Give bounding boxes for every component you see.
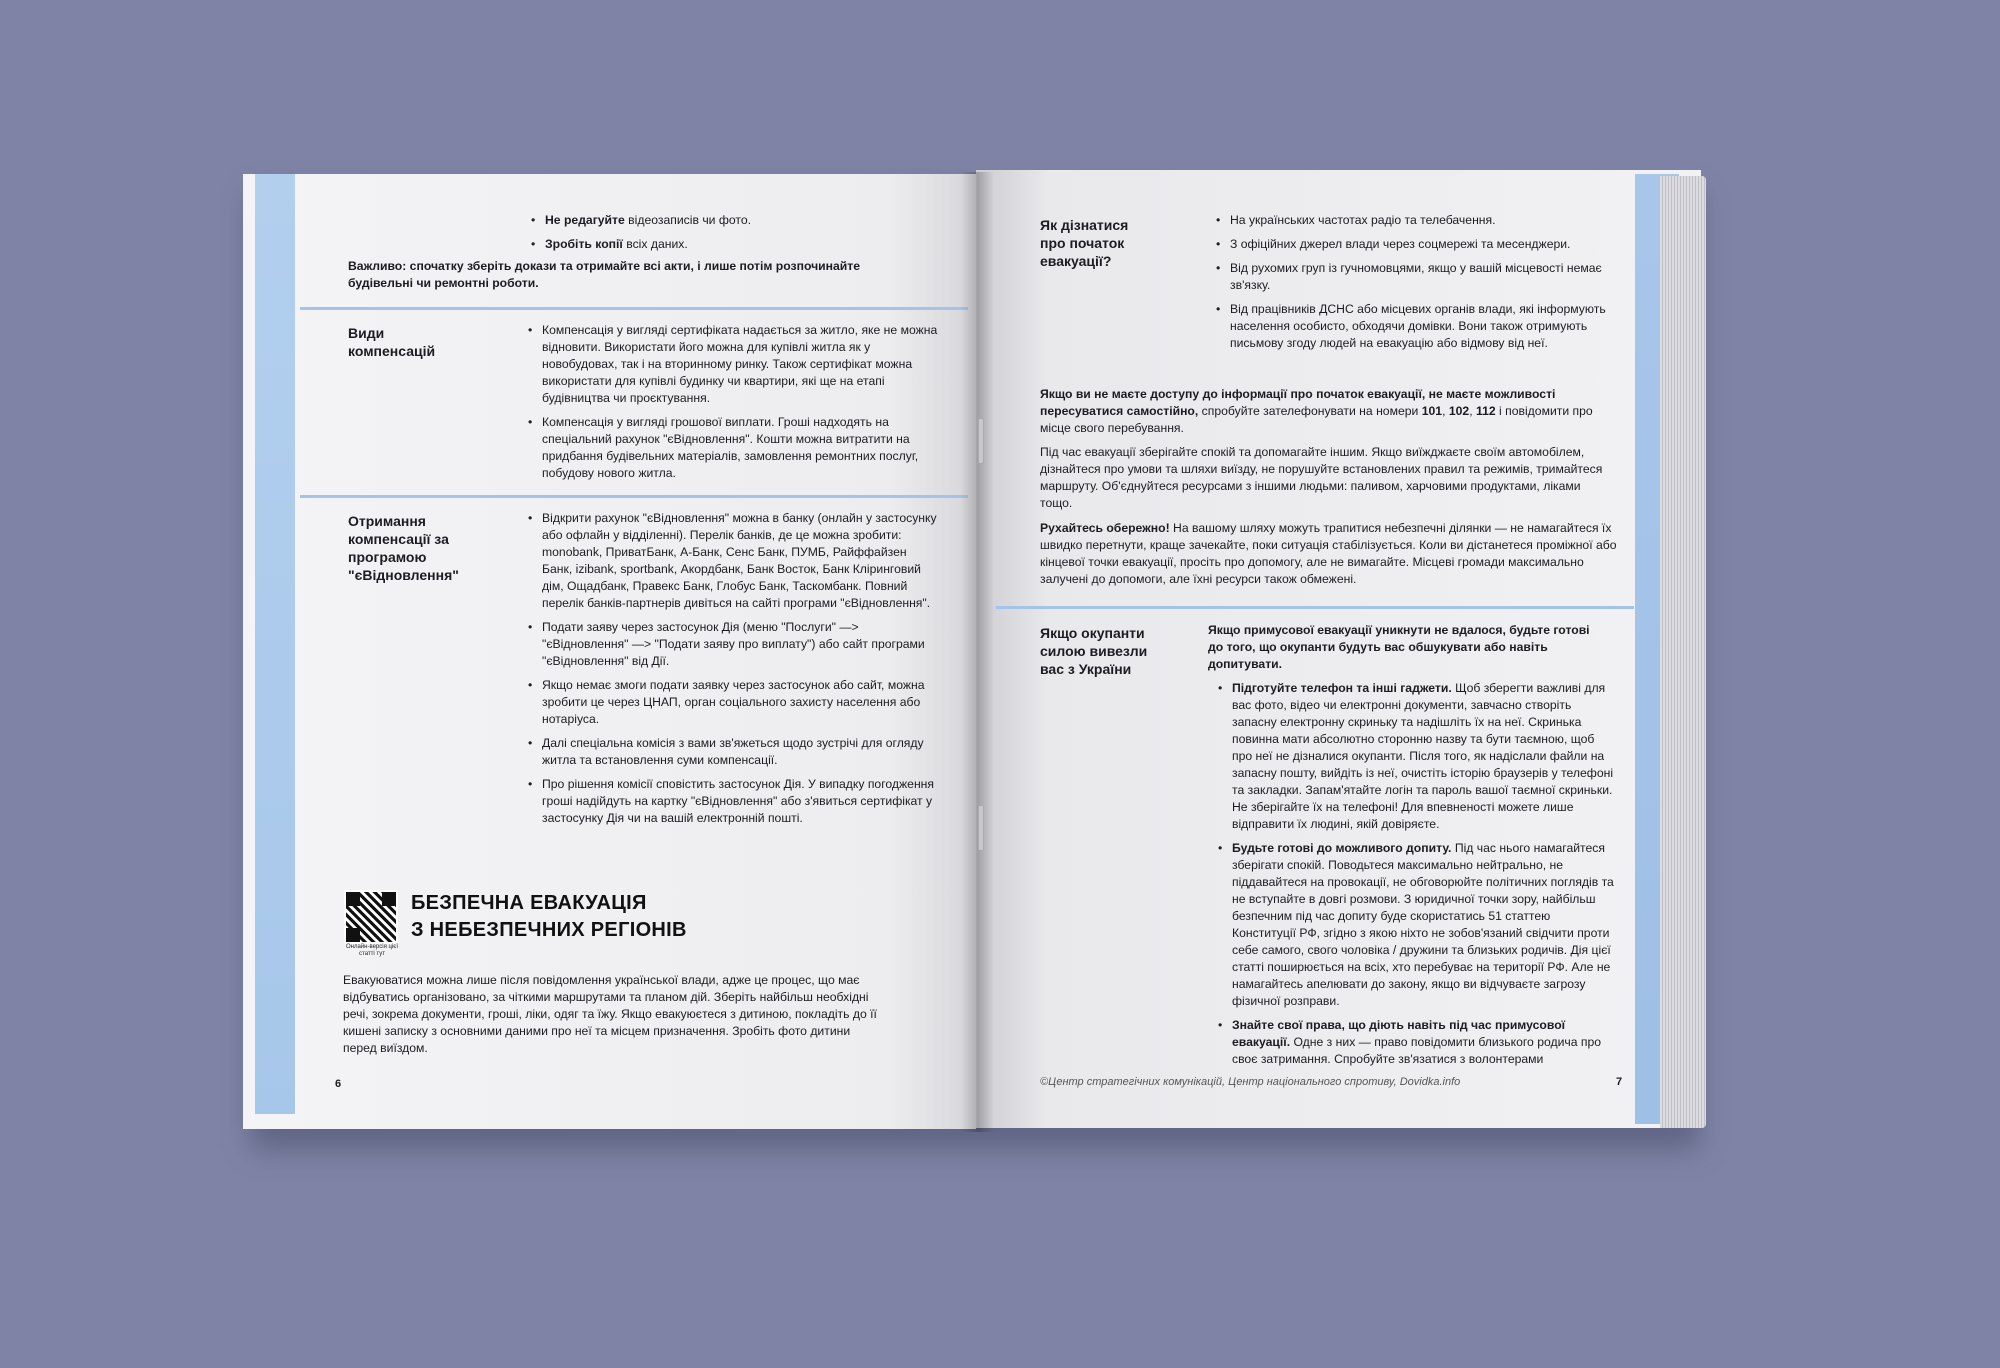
section-label-types: Види компенсацій	[348, 325, 436, 359]
list-item: • Про рішення комісії сповістить застосунок Дія. У випадку погодження гроші надійдуть на картку "єВідновлення" або з'явиться сертифікат у застосунку Дія чи на вашій електронній пошті.	[528, 776, 940, 827]
types-bullets	[528, 322, 938, 489]
left-page	[243, 174, 976, 1129]
divider	[300, 495, 968, 498]
left-blue-stripe	[255, 174, 295, 1114]
occupants-bullets	[1218, 680, 1616, 1075]
occupants-intro: Якщо примусової евакуації уникнути не вдалося, будьте готові до того, що окупанти будуть вас обшукувати або навіть допитувати.	[1208, 623, 1590, 671]
important-note: Важливо: спочатку зберіть докази та отримайте всі акти, і лише потім розпочинайте будівельні чи ремонтні роботи.	[348, 259, 861, 290]
section-label-learn: Як дізнатися про початок евакуації?	[1040, 217, 1129, 269]
learn-bullets	[1216, 212, 1606, 359]
booklet-spine	[960, 172, 994, 1132]
page-edges	[1660, 176, 1706, 1128]
staple	[978, 418, 984, 464]
section-label-occupants: Якщо окупанти силою вивезли вас з України	[1040, 625, 1148, 677]
program-bullets	[528, 510, 940, 834]
careful-paragraph: Рухайтесь обережно! На вашому шляху можуть трапитися небезпечні ділянки — не намагайтеся їх швидко перетнути, краще зачекайте, поки ситуація стабілізується. Коли ви дістанетеся проміжної або кінцевої точки евакуації, просіть про допомогу, але не вимагайте. Місцеві громади максимально залучені до допомоги, але їхні ресурси також обмежені.	[1040, 521, 1617, 586]
list-item: • Підготуйте телефон та інші гаджети. Щоб зберегти важливі для вас фото, відео чи електронні документи, завчасно створіть запасну електронну скриньку та надішліть їх на неї. Скринька повинна мати абсолютно сторонню назву та бути таємною, щоб про неї не дізналися окупанти. Після того, як надіслали файли на запасну пошту, вийдіть із неї, очистіть історію браузерів у телефоні та закладки. Запам'ятайте логін та пароль вашої таємної скриньки. Не зберігайте їх на телефоні! Для впевненості можете лише відправити їх людині, якій довіряєте.	[1218, 680, 1616, 833]
section-label-program: Отримання компенсації за програмою "єВідновлення"	[348, 513, 459, 583]
evacuation-section-title	[411, 890, 687, 944]
title-line-2: З НЕБЕЗПЕЧНИХ РЕГІОНІВ	[411, 919, 687, 941]
list-item: • Будьте готові до можливого допиту. Під час нього намагайтеся зберігати спокій. Поводьтеся максимально нейтрально, не піддавайтеся на провокації, не обговорюйте політичних поглядів та не вступайте в довгі розмови. З юридичної точки зору, найбільш безпечним під час допиту буде скористатись 51 статтею Конституції РФ, згідно з якою ніхто не зобов'язаний свідчити проти себе самого, свого чоловіка / дружини та близьких родичів. Дія цієї статті поширюється на всіх, хто перебуває на території РФ. Але не намагайтесь апелювати до закону, якщо ви відчуваєте загрозу фізичної розправи.	[1218, 840, 1616, 1010]
list-item: • Від працівників ДСНС або місцевих органів влади, які інформують населення особисто, обходячи домівки. Вони також отримують письмову згоду людей на евакуацію або відмову від неї.	[1216, 301, 1606, 352]
staple	[978, 805, 984, 851]
list-item: • Від рухомих груп із гучномовцями, якщо у вашій місцевості немає зв'язку.	[1216, 260, 1606, 294]
divider	[996, 606, 1634, 609]
list-item: • Знайте свої права, що діють навіть під час примусової евакуації. Одне з них — право повідомити близького родича про своє затримання. Спробуйте зв'язатися з волонтерами	[1218, 1017, 1616, 1068]
list-item: • Відкрити рахунок "єВідновлення" можна в банку (онлайн у застосунку або офлайн у відділенні). Перелік банків, де це можна зробити: monobank, ПриватБанк, А-Банк, Сенс Банк, ПУМБ, Райффайзен Банк, izibank, sportbank, Акордбанк, Банк Восток, Банк Кліринговий дім, Ощадбанк, Правекс Банк, Глобус Банк, Таскомбанк. Повний перелік банків-партнерів дивіться на сайті програми "єВідновлення".	[528, 510, 940, 612]
list-item: • Компенсація у вигляді сертифіката надається за житло, яке не можна відновити. Використати його можна для купівлі житла як у новобудовах, так і на вторинному ринку. Також сертифікат можна використати для купівлі будинку чи квартири, які ще на етапі будівництва чи проєктування.	[528, 322, 938, 407]
list-item: • Компенсація у вигляді грошової виплати. Гроші надходять на спеціальний рахунок "єВідновлення". Кошти можна витратити на придбання будівельних матеріалів, замовлення ремонтних послуг, побудову нового житла.	[528, 414, 938, 482]
top-bullets	[531, 212, 951, 260]
divider	[300, 307, 968, 310]
title-line-1: БЕЗПЕЧНА ЕВАКУАЦІЯ	[411, 892, 647, 914]
evacuation-intro-text: Евакуюватися можна лише після повідомлення української влади, адже це процес, що має відбуватись організовано, за чіткими маршрутами та планом дій. Зберіть найбільш необхідні речі, зокрема документи, гроші, ліки, одяг та їжу. Якщо евакуюєтеся з дитиною, покладіть до її кишені записку з основними даними про неї та місцем призначення. Зробіть фото дитини перед виїздом.	[343, 973, 877, 1055]
page-number-left: 6	[335, 1078, 342, 1090]
list-item: • На українських частотах радіо та телебачення.	[1216, 212, 1606, 229]
no-access-paragraph: Якщо ви не маєте доступу до інформації про початок евакуації, не маєте можливості пересуватися самостійно, спробуйте зателефонувати на номери 101, 102, 112 і повідомити про місце свого перебування.	[1040, 387, 1593, 435]
qr-caption: Онлайн-версія цієї статті тут	[345, 944, 399, 957]
page-number-right: 7	[1616, 1076, 1623, 1088]
list-item: • Якщо немає змоги подати заявку через застосунок або сайт, можна зробити це через ЦНАП, орган соціального захисту населення або нотаріуса.	[528, 677, 940, 728]
list-item: • Подати заяву через застосунок Дія (меню "Послуги" —> "єВідновлення" —> "Подати заяву про виплату") або сайт програми "єВідновлення" від Дії.	[528, 619, 940, 670]
right-page	[976, 170, 1701, 1128]
qr-code-icon[interactable]	[346, 892, 396, 942]
footer-credits: ©Центр стратегічних комунікацій, Центр національного спротиву, Dovidka.info	[1040, 1076, 1461, 1088]
list-item: • З офіційних джерел влади через соцмережі та месенджери.	[1216, 236, 1606, 253]
list-item: • Не редагуйте відеозаписів чи фото.	[531, 212, 951, 229]
list-item: • Зробіть копії всіх даних.	[531, 236, 951, 253]
list-item: • Далі спеціальна комісія з вами зв'яжеться щодо зустрічі для огляду житла та встановлення суми компенсації.	[528, 735, 940, 769]
calm-paragraph: Під час евакуації зберігайте спокій та допомагайте іншим. Якщо виїжджаєте своїм автомобілем, дізнайтеся про умови та шляхи виїзду, не порушуйте встановлених правил та режимів, тримайтеся маршруту. Об'єднуйтеся ресурсами з іншими людьми: паливом, харчовими продуктами, ліками тощо.	[1040, 445, 1603, 510]
